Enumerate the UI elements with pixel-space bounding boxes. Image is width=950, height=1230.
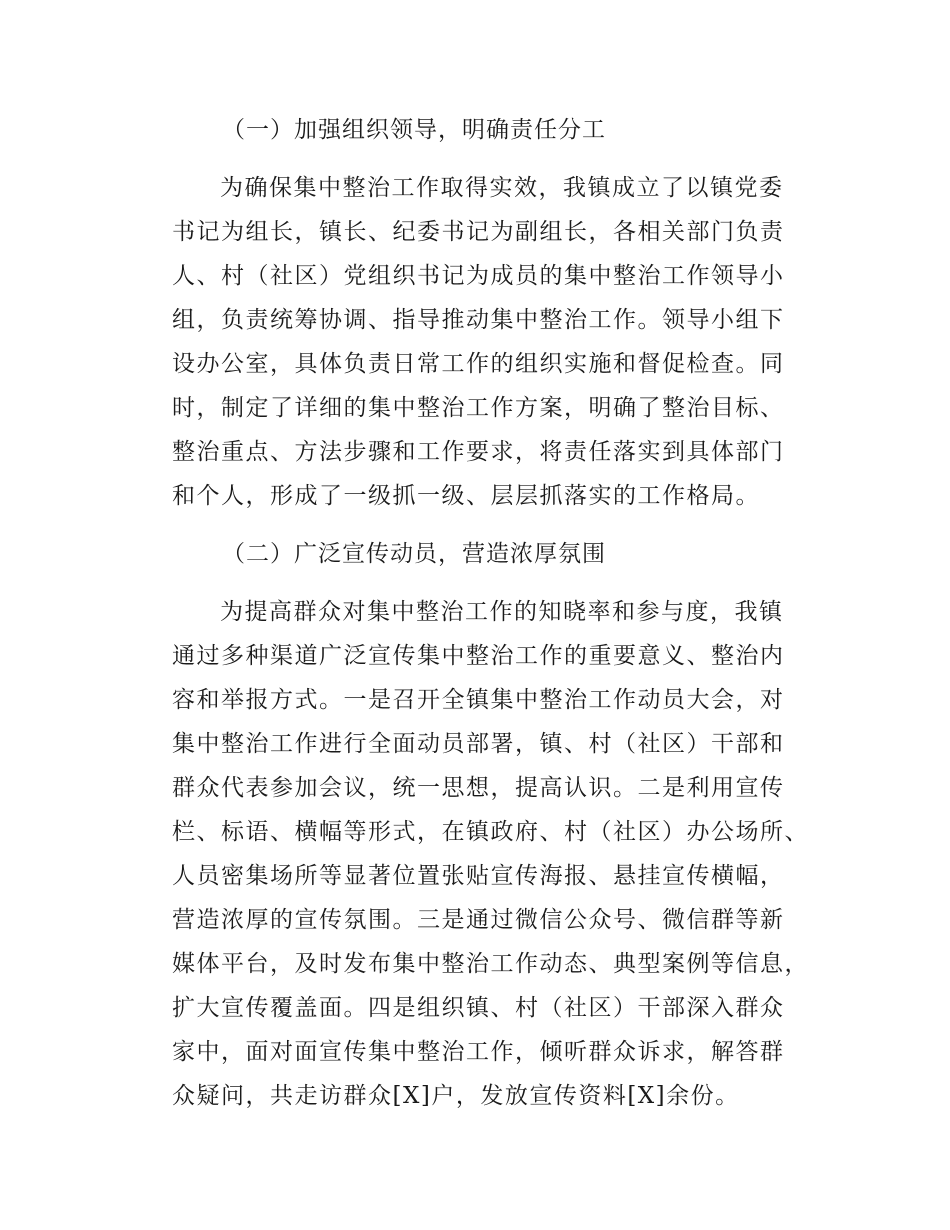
paragraph-line: 书记为组长，镇长、纪委书记为副组长，各相关部门负责 xyxy=(172,219,785,245)
paragraph-line: 整治重点、方法步骤和工作要求，将责任落实到具体部门 xyxy=(172,439,785,465)
paragraph-line: 和个人，形成了一级抓一级、层层抓落实的工作格局。 xyxy=(172,483,760,509)
paragraph-line: 集中整治工作进行全面动员部署，镇、村（社区）干部和 xyxy=(172,731,785,757)
section-2-paragraph xyxy=(172,590,812,1118)
paragraph-line: 组，负责统筹协调、指导推动集中整治工作。领导小组下 xyxy=(172,307,785,333)
paragraph-line: 容和举报方式。一是召开全镇集中整治工作动员大会，对 xyxy=(172,687,785,713)
paragraph-line: 为确保集中整治工作取得实效，我镇成立了以镇党委 xyxy=(220,175,784,201)
paragraph-line: 媒体平台，及时发布集中整治工作动态、典型案例等信息， xyxy=(172,951,809,977)
section-1-paragraph xyxy=(172,166,812,518)
paragraph-line: 营造浓厚的宣传氛围。三是通过微信公众号、微信群等新 xyxy=(172,907,785,933)
paragraph-line: 通过多种渠道广泛宣传集中整治工作的重要意义、整治内 xyxy=(172,643,785,669)
paragraph-line: 群众代表参加会议，统一思想，提高认识。二是利用宣传 xyxy=(172,775,785,801)
paragraph-line: 栏、标语、横幅等形式，在镇政府、村（社区）办公场所、 xyxy=(172,819,809,845)
document-page xyxy=(172,108,812,1132)
section-2-heading: （二）广泛宣传动员，营造浓厚氛围 xyxy=(222,541,606,567)
section-1-heading: （一）加强组织领导，明确责任分工 xyxy=(222,117,606,143)
paragraph-line: 设办公室，具体负责日常工作的组织实施和督促检查。同 xyxy=(172,351,785,377)
paragraph-line: 人员密集场所等显著位置张贴宣传海报、悬挂宣传横幅， xyxy=(172,863,785,889)
paragraph-line: 扩大宣传覆盖面。四是组织镇、村（社区）干部深入群众 xyxy=(172,995,785,1021)
paragraph-line: 家中，面对面宣传集中整治工作，倾听群众诉求，解答群 xyxy=(172,1039,785,1065)
paragraph-line: 时，制定了详细的集中整治工作方案，明确了整治目标、 xyxy=(172,395,785,421)
paragraph-line: 为提高群众对集中整治工作的知晓率和参与度，我镇 xyxy=(220,599,784,625)
paragraph-line: 众疑问，共走访群众[X]户，发放宣传资料[X]余份。 xyxy=(172,1083,740,1109)
paragraph-line: 人、村（社区）党组织书记为成员的集中整治工作领导小 xyxy=(172,263,785,289)
